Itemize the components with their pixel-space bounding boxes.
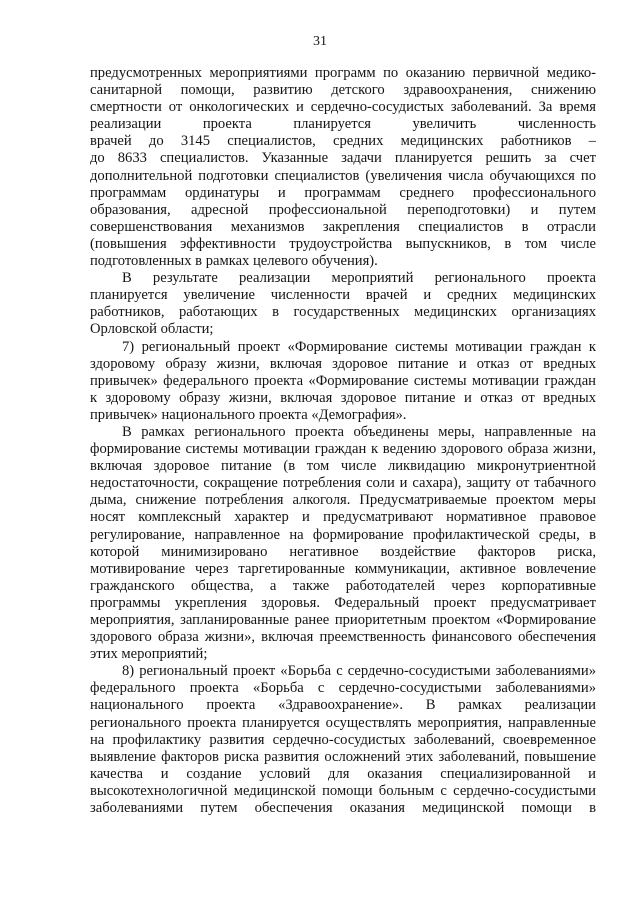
- text-line: высокотехнологичной медицинской помощи больным с сердечно-сосудистыми: [90, 782, 596, 799]
- text-line: образования, адресной профессиональной переподготовки) и путем: [90, 201, 596, 218]
- text-line: формирование системы мотивации граждан к ведению здорового образа жизни,: [90, 441, 596, 458]
- text-line: реализации проекта планируется увеличить численность: [90, 116, 596, 133]
- page-number: 31: [313, 34, 327, 49]
- text-line: Орловской области;: [90, 321, 214, 338]
- text-line: подготовленных в рамках целевого обучения).: [90, 253, 378, 270]
- text-line: санитарной помощи, развитию детского здравоохранения, снижению: [90, 82, 596, 99]
- text-line: дыма, снижение потребления алкоголя. Предусматриваемые проектом меры: [90, 492, 596, 509]
- text-line: дополнительной подготовки специалистов (увеличения числа обучающихся по: [90, 167, 596, 184]
- text-line: привычек» национального проекта «Демография».: [90, 406, 407, 423]
- text-line: программы укрепления здоровья. Федеральный проект предусматривает: [90, 594, 596, 611]
- text-line: выявление факторов риска развития осложнений этих заболеваний, повышение: [90, 748, 596, 765]
- text-line: работников, работающих в государственных медицинских организациях: [90, 304, 596, 321]
- text-line: привычек» федерального проекта «Формирование системы мотивации граждан: [90, 372, 596, 389]
- text-line: мероприятия, запланированные ранее приоритетным проектом «Формирование: [90, 612, 596, 628]
- text-line: 7) региональный проект «Формирование системы мотивации граждан к: [122, 338, 596, 355]
- text-line: носят комплексный характер и предусматривают нормативное правовое: [90, 509, 596, 526]
- text-line: планируется увеличение численности врачей и средних медицинских: [90, 287, 596, 304]
- text-line: гражданского общества, а также работодателей через корпоративные: [90, 577, 596, 594]
- text-line: смертности от онкологических и сердечно-сосудистых заболеваний. За время: [90, 99, 596, 116]
- text-line: регулирование, направленное на формирование профилактической среды, в: [90, 526, 596, 543]
- text-line: мотивирование через таргетированные коммуникации, активное вовлечение: [90, 560, 596, 577]
- text-line: (повышения эффективности трудоустройства выпускников, в том числе: [90, 235, 596, 252]
- text-line: программам ординатуры и программам среднего профессионального: [90, 184, 596, 201]
- text-line: недостаточности, сокращение потребления соли и сахара), защиту от табачного: [90, 475, 596, 492]
- text-line: этих мероприятий;: [90, 646, 208, 663]
- text-line: здоровому образу жизни, включая здоровое питание и отказ от вредных: [90, 355, 596, 372]
- text-line: которой минимизировано негативное воздействие факторов риска,: [90, 543, 596, 560]
- text-line: В рамках регионального проекта объединены меры, направленные на: [122, 423, 596, 440]
- document-body: [90, 65, 596, 817]
- text-line: к здоровому образу жизни, включая здоровое питание и отказ от вредных: [90, 389, 596, 406]
- text-line: до 8633 специалистов. Указанные задачи планируется решить за счет: [90, 150, 596, 167]
- text-line: качества и создание условий для оказания специализированной и: [90, 765, 596, 782]
- text-line: заболеваниями путем обеспечения оказания медицинской помощи в: [90, 800, 596, 817]
- text-line: на профилактику развития сердечно-сосудистых заболеваний, своевременное: [90, 731, 596, 748]
- text-line: совершенствования механизмов закрепления специалистов в отрасли: [90, 218, 596, 235]
- text-line: включая здоровое питание (в том числе ликвидацию микронутриентной: [90, 458, 596, 475]
- text-line: федерального проекта «Борьба с сердечно-сосудистыми заболеваниями»: [90, 680, 596, 697]
- text-line: национального проекта «Здравоохранение». В рамках реализации: [90, 697, 596, 714]
- text-line: врачей до 3145 специалистов, средних медицинских работников –: [90, 133, 596, 150]
- text-line: здорового образа жизни», включая преемственность финансового обеспечения: [90, 629, 596, 646]
- text-line: 8) региональный проект «Борьба с сердечно-сосудистыми заболеваниями»: [122, 663, 596, 680]
- text-line: предусмотренных мероприятиями программ по оказанию первичной медико-: [90, 65, 596, 81]
- text-line: регионального проекта планируется осуществлять мероприятия, направленные: [90, 714, 596, 731]
- text-line: В результате реализации мероприятий регионального проекта: [122, 270, 596, 287]
